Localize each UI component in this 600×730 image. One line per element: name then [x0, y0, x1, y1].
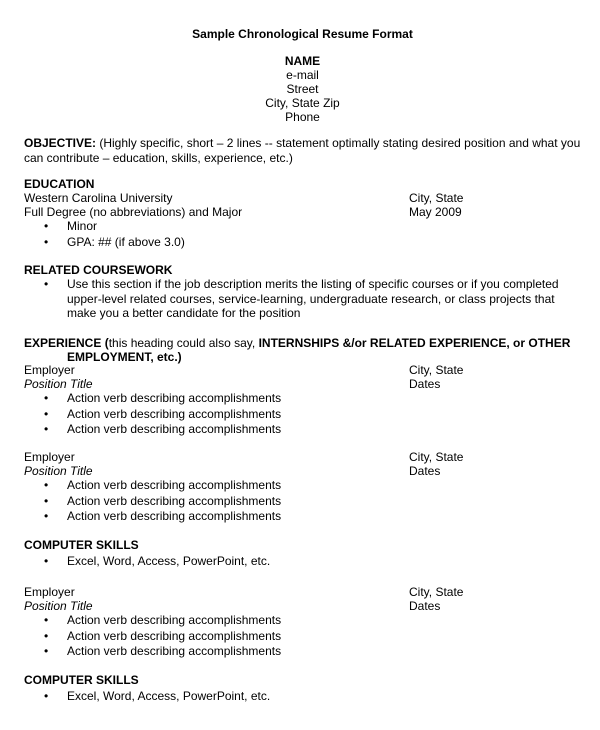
education-school-row	[24, 191, 584, 205]
employer-name: Employer	[24, 585, 75, 599]
education-degree-row	[24, 205, 584, 219]
city-state-zip-line: City, State Zip	[265, 96, 340, 110]
employer-location: City, State	[409, 450, 464, 464]
experience-heading-note: this heading could also say,	[108, 336, 259, 350]
job-bullets	[24, 613, 584, 660]
experience-heading-alt: INTERNSHIPS &/or RELATED EXPERIENCE, or OTHER	[258, 336, 571, 350]
objective-text: (Highly specific, short – 2 lines -- statement optimally stating desired position and what you can contribute – education, skills, experience, etc.)	[24, 136, 581, 165]
school-location: City, State	[409, 191, 464, 205]
coursework-heading: RELATED COURSEWORK	[24, 263, 173, 277]
street-line: Street	[286, 82, 319, 96]
coursework-section	[24, 263, 584, 321]
job-bullets	[24, 478, 584, 525]
job-entry	[24, 450, 584, 525]
employer-location: City, State	[409, 363, 464, 377]
job-entry	[24, 585, 584, 660]
degree-name: Full Degree (no abbreviations) and Major	[24, 205, 243, 219]
skills-section	[24, 538, 584, 570]
document-title: Sample Chronological Resume Format	[192, 27, 413, 41]
name-heading: NAME	[284, 54, 321, 68]
list-item: • GPA: ## (if above 3.0)	[24, 235, 584, 251]
list-item: • Action verb describing accomplishments	[24, 644, 584, 660]
list-item: • Minor	[24, 219, 584, 235]
employer-location: City, State	[409, 585, 464, 599]
school-name: Western Carolina University	[24, 191, 173, 205]
list-item: • Action verb describing accomplishments	[24, 391, 584, 407]
education-bullets	[24, 219, 584, 250]
coursework-bullets	[24, 277, 564, 321]
list-item: • Action verb describing accomplishments	[24, 407, 584, 423]
list-item: • Action verb describing accomplishments	[24, 478, 584, 494]
email-line: e-mail	[286, 68, 319, 82]
skills-heading: COMPUTER SKILLS	[24, 673, 139, 687]
education-section	[24, 177, 584, 250]
list-item: • Action verb describing accomplishments	[24, 422, 584, 438]
list-item: • Action verb describing accomplishments	[24, 629, 584, 645]
list-item: • Excel, Word, Access, PowerPoint, etc.	[24, 554, 584, 570]
phone-line: Phone	[285, 110, 320, 124]
job-dates: Dates	[409, 599, 441, 613]
job-dates: Dates	[409, 464, 441, 478]
skills-heading: COMPUTER SKILLS	[24, 538, 139, 552]
position-title: Position Title	[24, 377, 93, 391]
position-title: Position Title	[24, 464, 93, 478]
job-entry	[24, 363, 584, 438]
objective-label: OBJECTIVE:	[24, 136, 97, 150]
job-dates: Dates	[409, 377, 441, 391]
experience-heading-continued: EMPLOYMENT, etc.)	[67, 350, 182, 364]
list-item: • Action verb describing accomplishments	[24, 613, 584, 629]
job-bullets	[24, 391, 584, 438]
employer-name: Employer	[24, 450, 75, 464]
experience-heading	[24, 336, 594, 364]
objective-section	[24, 136, 584, 165]
employer-name: Employer	[24, 363, 75, 377]
list-item: • Action verb describing accomplishments	[24, 494, 584, 510]
list-item: • Action verb describing accomplishments	[24, 509, 584, 525]
education-heading: EDUCATION	[24, 177, 95, 191]
degree-date: May 2009	[409, 205, 462, 219]
position-title: Position Title	[24, 599, 93, 613]
skills-section	[24, 673, 584, 705]
skills-bullets	[24, 554, 584, 570]
experience-heading-bold: EXPERIENCE (	[24, 336, 109, 350]
contact-block	[0, 54, 600, 124]
list-item: • Use this section if the job description merits the listing of specific courses or if you completed upper-level related courses, service-learning, undergraduate research, or class projects that make you a better candidate for the position	[24, 277, 564, 321]
skills-bullets	[24, 689, 584, 705]
list-item: • Excel, Word, Access, PowerPoint, etc.	[24, 689, 584, 705]
